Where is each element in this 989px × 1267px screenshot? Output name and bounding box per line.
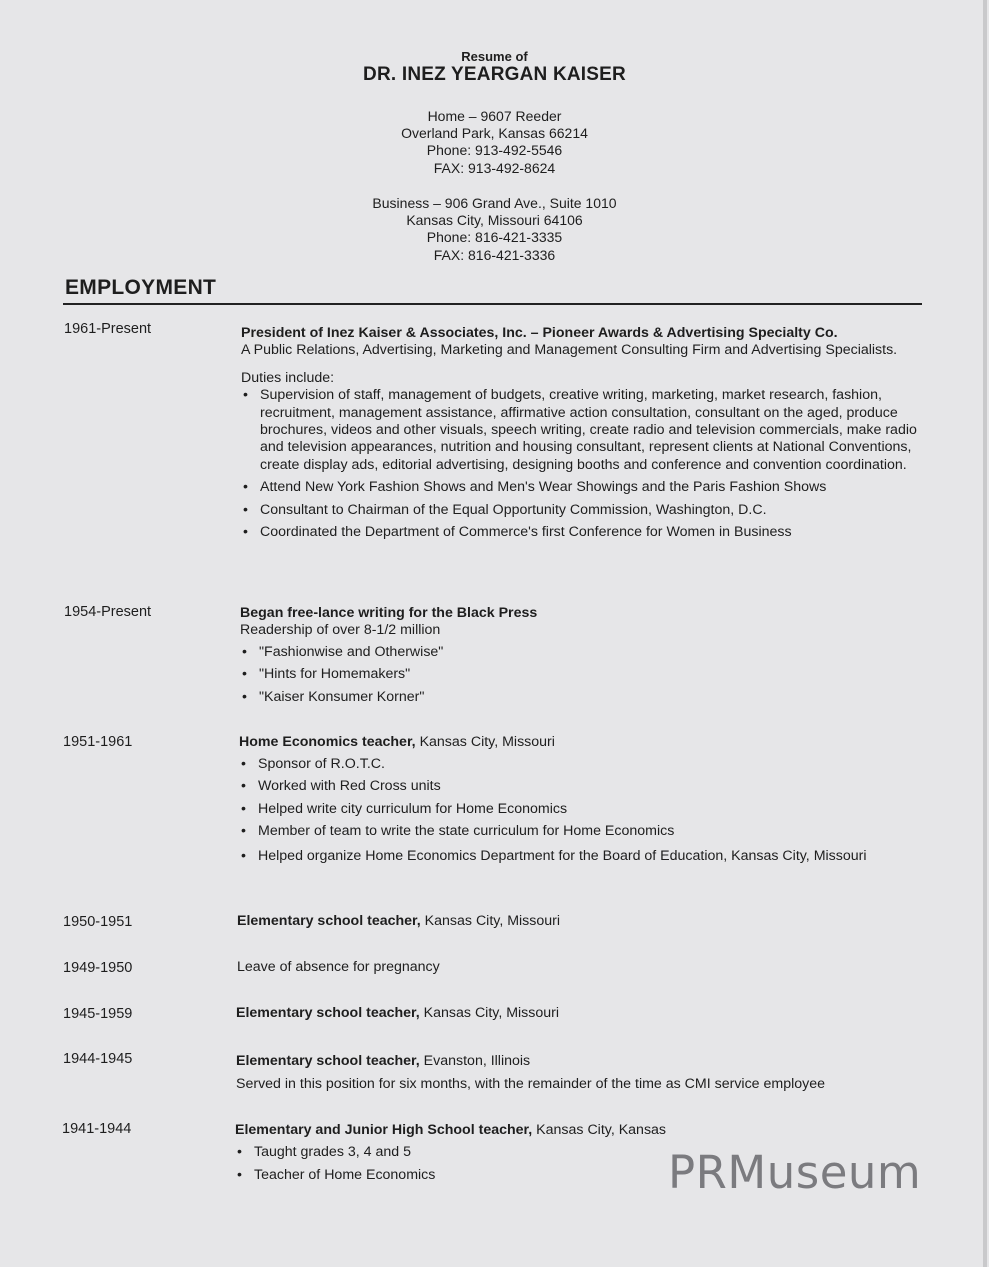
watermark-logo: PRMuseum	[668, 1146, 922, 1199]
list-item: • "Hints for Homemakers"	[240, 666, 920, 683]
home-city: Overland Park, Kansas 66214	[401, 125, 588, 142]
entry-title: President of Inez Kaiser & Associates, Inc. – Pioneer Awards & Advertising Specialty Co.	[241, 325, 838, 341]
entry-location: Kansas City, Missouri	[420, 913, 561, 929]
employment-entry	[240, 605, 920, 706]
entry-bullet-list	[240, 644, 920, 706]
entry-title: Began free-lance writing for the Black Press	[240, 605, 538, 621]
entry-description: A Public Relations, Advertising, Marketing and Management Consulting Firm and Advertising Specialists.	[241, 342, 898, 359]
entry-location: Kansas City, Missouri	[419, 1005, 560, 1021]
employment-entry	[241, 325, 921, 541]
entry-title: Elementary and Junior High School teacher,	[235, 1122, 533, 1138]
employment-entry	[236, 1005, 916, 1022]
entry-date: 1945-1959	[63, 1006, 133, 1022]
section-title-employment: EMPLOYMENT	[65, 276, 217, 299]
resume-of-label: Resume of	[461, 49, 528, 64]
list-item: • Helped organize Home Economics Department for the Board of Education, Kansas City, Missouri	[239, 846, 919, 867]
list-item: • Sponsor of R.O.T.C.	[239, 756, 919, 774]
employment-entry	[236, 1050, 916, 1096]
entry-description: Served in this position for six months, with the remainder of the time as CMI service employee	[236, 1076, 826, 1092]
entry-date: 1941-1944	[62, 1121, 132, 1137]
entry-bullet-list	[239, 756, 919, 867]
entry-description: Readership of over 8-1/2 million	[240, 622, 441, 639]
list-item: • Attend New York Fashion Shows and Men's Wear Showings and the Paris Fashion Shows	[241, 479, 921, 496]
list-item: • Taught grades 3, 4 and 5	[235, 1142, 915, 1162]
business-city: Kansas City, Missouri 64106	[406, 212, 583, 229]
business-address-block	[0, 195, 989, 264]
entry-date: 1961-Present	[64, 321, 152, 337]
section-divider	[63, 303, 922, 305]
entry-location: Evanston, Illinois	[419, 1053, 531, 1069]
entry-description: Leave of absence for pregnancy	[237, 959, 440, 975]
entry-title: Elementary school teacher,	[236, 1053, 420, 1069]
employment-entry	[237, 959, 917, 976]
list-item: • "Kaiser Konsumer Korner"	[240, 689, 920, 706]
page-edge	[983, 0, 987, 1267]
employment-entry	[237, 913, 917, 930]
home-address-block	[0, 108, 989, 177]
list-item: • Member of team to write the state curriculum for Home Economics	[239, 823, 919, 841]
entry-location: Kansas City, Kansas	[532, 1122, 667, 1138]
entry-bullet-list	[241, 387, 921, 541]
entry-title: Home Economics teacher,	[239, 734, 416, 750]
home-phone: Phone: 913-492-5546	[426, 142, 563, 159]
entry-date: 1949-1950	[63, 960, 133, 976]
employment-entry	[239, 734, 919, 867]
entry-date: 1950-1951	[63, 914, 133, 930]
list-item: • Helped write city curriculum for Home Economics	[239, 801, 919, 819]
entry-date: 1951-1961	[63, 734, 133, 750]
list-item: • Consultant to Chairman of the Equal Opportunity Commission, Washington, D.C.	[241, 502, 921, 519]
person-name: DR. INEZ YEARGAN KAISER	[363, 64, 626, 85]
list-item: • "Fashionwise and Otherwise"	[240, 644, 920, 661]
entry-date: 1954-Present	[64, 604, 152, 620]
list-item: • Coordinated the Department of Commerce's first Conference for Women in Business	[241, 524, 921, 541]
home-fax: FAX: 913-492-8624	[433, 159, 556, 176]
entry-date: 1944-1945	[63, 1051, 133, 1067]
list-item: • Worked with Red Cross units	[239, 778, 919, 796]
business-fax: FAX: 816-421-3336	[433, 246, 556, 263]
entry-title: Elementary school teacher,	[236, 1005, 420, 1021]
entry-title: Elementary school teacher,	[237, 913, 421, 929]
business-street: Business – 906 Grand Ave., Suite 1010	[372, 195, 617, 211]
list-item: • Teacher of Home Economics	[235, 1165, 915, 1185]
list-item: • Supervision of staff, management of budgets, creative writing, marketing, market research, fashion, recruitment, management assistance, affirmative action consultation, consultant on the aged, produce brochures, videos and other visuals, speech writing, create radio and television commercials, make radio and television appearances, nutrition and housing consultant, represent clients at National Conventions, create display ads, editorial advertising, designing booths and conference and convention coordination.	[241, 387, 921, 474]
business-phone: Phone: 816-421-3335	[426, 229, 563, 246]
home-street: Home – 9607 Reeder	[427, 108, 562, 124]
duties-label: Duties include:	[241, 369, 335, 386]
entry-location: Kansas City, Missouri	[415, 734, 555, 750]
